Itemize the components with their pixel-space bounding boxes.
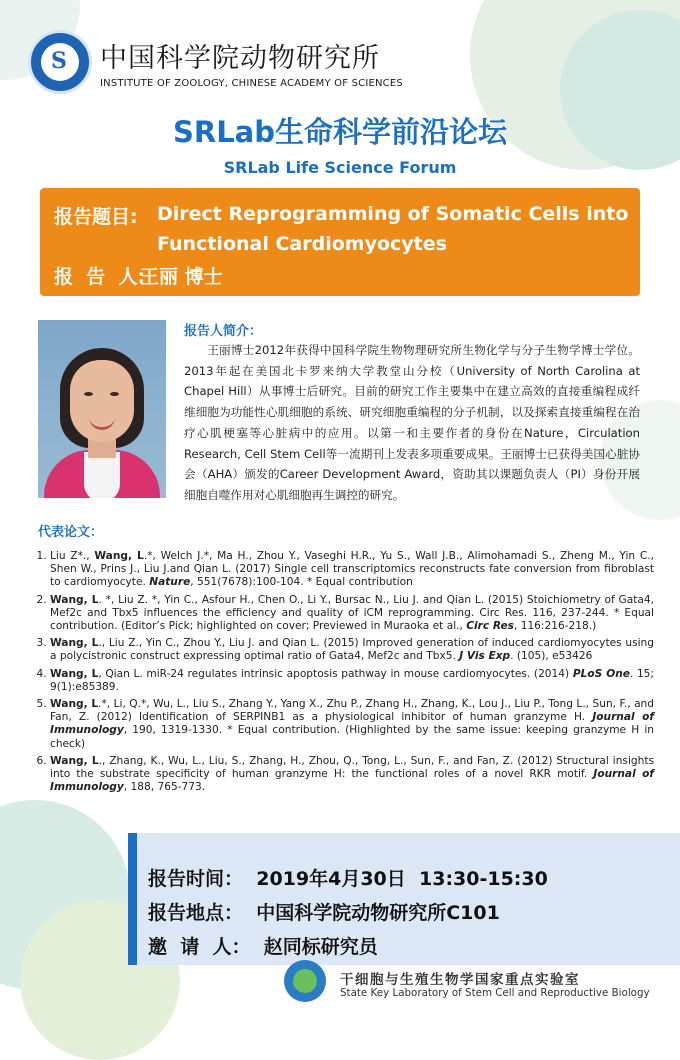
institute-name-cn: 中国科学院动物研究所: [100, 43, 380, 74]
institute-name-en: INSTITUTE OF ZOOLOGY, CHINESE ACADEMY OF SCIENCES: [100, 78, 403, 89]
lab-name-cn: 干细胞与生殖生物学国家重点实验室: [340, 972, 580, 988]
pub-journal: Nature: [149, 576, 191, 589]
pub-citation: , Qian L. miR-24 regulates intrinsic apoptosis pathway in mouse cardiomyocytes. (2014): [98, 667, 573, 680]
pub-journal: Circ Res: [466, 620, 514, 633]
bio-text: 王丽博士2012年获得中国科学院生物物理研究所生物化学与分子生物学博士学位。2013年起在美国北卡罗来纳大学教堂山分校（University of North Carolina at Chapel Hill）从事博士后研究。目前的研究工作主要集中在建立高效的直接重编程成纤维细胞为功能性心肌细胞的系统、研究细胞重编程的分子机制，以及探索直接重编程在治疗心肌梗塞等心脏病中的应用。以第一和主要作者的身份在Nature，Circulation Research, Cell Stem Cell等一流期刊上发表多项重要成果。王丽博士已获得美国心脏协会（AHA）颁发的Career Development Award，资助其以课题负责人（PI）身份开展细胞自噬作用对心肌细胞再生调控的研究。: [184, 343, 640, 502]
pub-citation-tail: , 551(7678):100-104. * Equal contribution: [190, 576, 413, 589]
speaker-label: 报 告 人:: [54, 266, 146, 288]
publication-item: [50, 698, 654, 751]
pub-citation-tail: . (105), e53426: [510, 650, 593, 663]
pub-citation: ., Liu Z., Yin C., Zhou Y., Liu J. and Qian L. (2015) Improved generation of induced cardiomyocytes using a polycistronic construct expressing optimal ratio of Gata4, Mef2c and Tbx5.: [50, 637, 654, 663]
pub-citation-tail: , 190, 1319-1330. * Equal contribution. (Highlighted by the same issue: keeping granzyme H in check): [50, 724, 654, 750]
topic-line-1: Direct Reprogramming of Somatic Cells into: [157, 203, 629, 225]
pub-citation: . *, Liu Z. *, Yin C., Asfour H., Chen O., Li Y., Bursac N., Liu J. and Qian L. (2015) Stoichiometry of Gata4, Mef2c and Tbx5 influences the efficiency and quality of iCM reprogramming. Circ Res. 116, 237-244. * Equal contribution. (Editor’s Pick; highlighted on cover; Previewed in Muraoka et al.,: [50, 593, 655, 633]
publication-item: [50, 594, 654, 634]
institute-seal-mark: S: [51, 48, 67, 74]
pub-author-highlight: Wang, L: [50, 637, 99, 650]
forum-title-en: SRLab Life Science Forum: [223, 158, 457, 177]
pub-citation-tail: . 15; 9(1):e85389.: [50, 667, 654, 693]
talk-info-box: [40, 188, 640, 296]
photo-eye-left: [84, 392, 93, 396]
pub-journal: J Vis Exp: [459, 650, 511, 663]
stem-cell-lab-logo-icon: [284, 960, 326, 1002]
bio-heading: 报告人简介：: [184, 324, 263, 339]
pub-citation: .*, Li, Q.*, Wu, L., Liu S., Zhang Y., Yang X., Zhu P., Zhang H., Zhang, K., Lou J., Liu P., Tong L., Sun, F., and Fan, Z. (2012) Identification of SERPINB1 as a physiological inhibitor of human granzyme H.: [50, 698, 654, 724]
pub-journal: Journal of Immunology: [50, 711, 654, 737]
pub-journal: PLoS One: [572, 667, 630, 680]
publication-item: [50, 755, 654, 795]
pub-author-highlight: Wang, L: [50, 593, 99, 606]
forum-title-cn: SRLab生命科学前沿论坛: [172, 115, 508, 149]
pub-author-highlight: Wang, L: [50, 667, 99, 680]
publications-list: [38, 550, 654, 798]
pub-author-highlight: Wang, L: [94, 550, 144, 562]
speaker-photo: [38, 320, 166, 498]
photo-collar: [84, 452, 120, 498]
pub-citation: .*, Welch J.*, Ma H., Zhou Y., Vaseghi H.R., Yu S., Wall J.B., Alimohamadi S., Zheng M., Yin C., Shen W., Prins J., Liu J.and Qian L. (2017) Single cell transcriptomics reconstructs fate conversion from fibroblast to cardiomyocyte.: [50, 550, 655, 589]
photo-eye-right: [110, 392, 119, 396]
publication-item: [50, 668, 654, 694]
institute-header: [28, 30, 448, 96]
pub-citation-tail: , 116:216-218.): [513, 620, 597, 633]
pub-author-highlight: Wang, L: [50, 754, 99, 767]
publication-item: [50, 637, 654, 663]
pub-author-highlight: Wang, L: [50, 698, 99, 711]
pub-citation: ., Zhang, K., Wu, L., Liu, S., Zhang, H., Zhou, Q., Tong, L., Sun, F., and Fan, Z. (2012) Structural insights into the substrate specificity of human granzyme H: the functional roles of a novel RKR motif.: [50, 754, 655, 781]
pub-authors-pre: Liu Z*.,: [50, 550, 95, 562]
topic-line-2: Functional Cardiomyocytes: [157, 233, 447, 255]
event-info-accent-bar: [128, 833, 137, 965]
publication-item: [50, 550, 654, 590]
lab-name-en: State Key Laboratory of Stem Cell and Reproductive Biology: [340, 987, 650, 999]
topic-label: 报告题目:: [54, 206, 138, 228]
lab-logo-center: [293, 969, 317, 993]
event-place: 报告地点： 中国科学院动物研究所C101: [148, 902, 500, 924]
speaker-name: 王丽 博士: [140, 266, 223, 288]
pub-journal: Journal of Immunology: [50, 768, 654, 794]
pub-citation-tail: , 188, 765-773.: [123, 781, 206, 794]
institute-seal-icon: [28, 30, 92, 94]
publications-heading: 代表论文：: [38, 525, 104, 540]
event-host: 邀 请 人： 赵同标研究员: [148, 936, 378, 958]
event-time: 报告时间： 2019年4月30日 13:30-15:30: [148, 868, 548, 890]
